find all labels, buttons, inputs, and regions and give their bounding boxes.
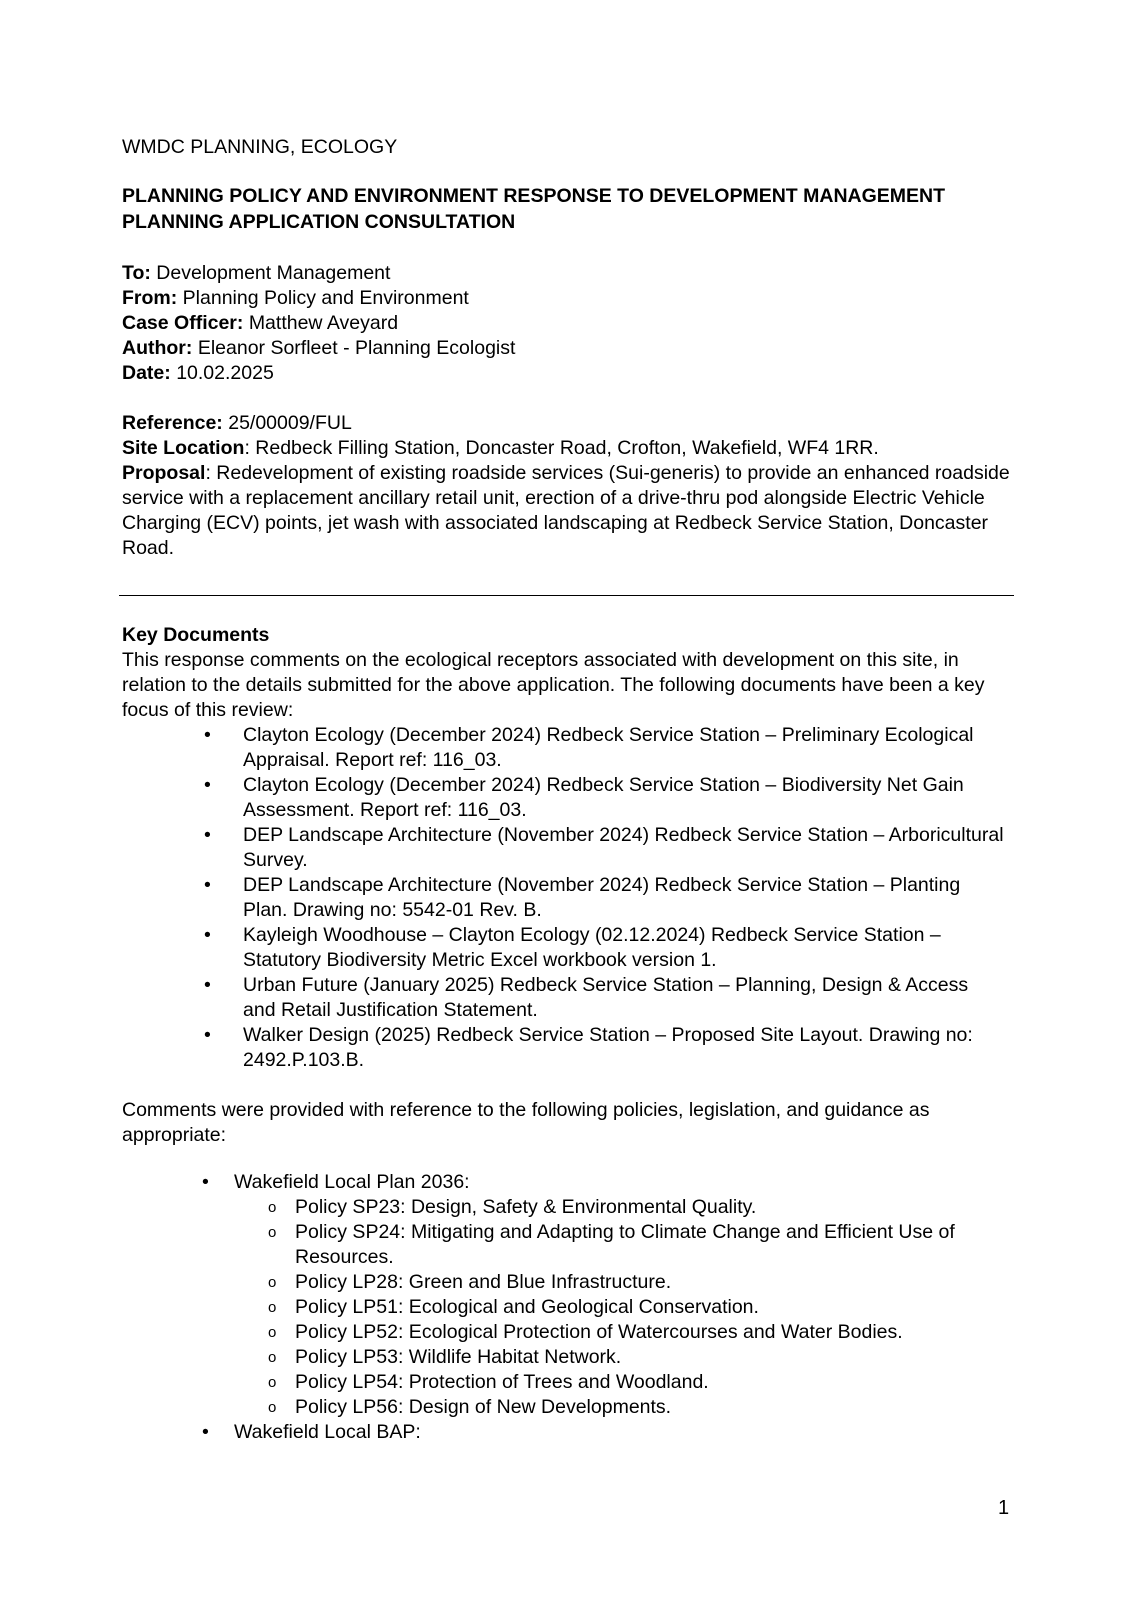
list-item [122,823,1012,873]
memo-details [122,261,1017,386]
list-item-local-bap [122,1420,1012,1445]
list-item-text: Policy LP53: Wildlife Habitat Network. [295,1346,622,1368]
list-item [122,973,1012,1023]
author-value: Eleanor Sorfleet - Planning Ecologist [197,337,516,359]
circle-bullet-icon: o [268,1299,277,1316]
list-item-text: Policy SP23: Design, Safety & Environmental Quality. [295,1196,757,1218]
list-item [122,873,1012,923]
author-row [122,336,1017,361]
bullet-icon: • [204,1024,211,1046]
list-item-local-plan [122,1170,1012,1420]
list-item [234,1370,1012,1395]
bullet-icon: • [204,824,211,846]
circle-bullet-icon: o [268,1274,277,1291]
site-location-label: Site Location [122,437,245,459]
circle-bullet-icon: o [268,1324,277,1341]
site-location-row [122,436,1017,461]
list-item [234,1345,1012,1370]
key-documents-list [122,723,1012,1073]
key-documents-intro: This response comments on the ecological receptors associated with development on this site, in relation to the details submitted for the above application. The following documents have been a key focus of this review: [122,649,985,721]
from-label: From: [122,287,178,309]
reference-value: 25/00009/FUL [228,412,352,434]
bullet-icon: • [204,724,211,746]
list-item [122,723,1012,773]
local-plan-label: Wakefield Local Plan 2036: [234,1171,470,1193]
case-officer-row [122,311,1017,336]
author-label: Author: [122,337,193,359]
organisation-line: WMDC PLANNING, ECOLOGY [122,136,398,158]
proposal-label: Proposal [122,462,206,484]
horizontal-divider [119,595,1014,596]
list-item-text: Policy LP51: Ecological and Geological Conservation. [295,1296,759,1318]
bullet-icon: • [204,774,211,796]
policies-intro: Comments were provided with reference to the following policies, legislation, and guidance as appropriate: [122,1099,930,1146]
document-title [122,183,1017,235]
document-header [122,135,1017,561]
title-line-1: PLANNING POLICY AND ENVIRONMENT RESPONSE TO DEVELOPMENT MANAGEMENT [122,185,946,207]
circle-bullet-icon: o [268,1374,277,1391]
list-item-text: Clayton Ecology (December 2024) Redbeck Service Station – Preliminary Ecological Appraisal. Report ref: 116_03. [243,724,974,771]
case-officer-value: Matthew Aveyard [248,312,399,334]
list-item [234,1220,1012,1270]
circle-bullet-icon: o [268,1224,277,1241]
bullet-icon: • [202,1421,209,1443]
policies-list [122,1170,1012,1445]
key-documents-section [122,623,1012,1445]
list-item-text: Policy LP52: Ecological Protection of Watercourses and Water Bodies. [295,1321,903,1343]
proposal-row [122,461,1017,561]
date-value: 10.02.2025 [176,362,274,384]
bullet-icon: • [202,1171,209,1193]
local-plan-policies [234,1195,1012,1420]
case-officer-label: Case Officer: [122,312,244,334]
list-item [122,1023,1012,1073]
list-item-text: Walker Design (2025) Redbeck Service Station – Proposed Site Layout. Drawing no: 2492.P.103.B. [243,1024,973,1071]
list-item-text: DEP Landscape Architecture (November 2024) Redbeck Service Station – Arboricultural Survey. [243,824,1004,871]
list-item-text: Clayton Ecology (December 2024) Redbeck Service Station – Biodiversity Net Gain Assessment. Report ref: 116_03. [243,774,964,821]
application-details [122,411,1017,561]
page-number: 1 [998,1497,1010,1519]
to-row [122,261,1017,286]
circle-bullet-icon: o [268,1349,277,1366]
from-row [122,286,1017,311]
bullet-icon: • [204,924,211,946]
circle-bullet-icon: o [268,1199,277,1216]
list-item [234,1195,1012,1220]
list-item [122,923,1012,973]
proposal-value: : Redevelopment of existing roadside services (Sui-generis) to provide an enhanced roadside service with a replacement ancillary retail unit, erection of a drive-thru pod alongside Electric Vehicle Charging (ECV) points, jet wash with associated landscaping at Redbeck Service Station, Doncaster Road. [122,462,1010,559]
to-value: Development Management [156,262,391,284]
circle-bullet-icon: o [268,1399,277,1416]
from-value: Planning Policy and Environment [182,287,469,309]
list-item-text: Kayleigh Woodhouse – Clayton Ecology (02.12.2024) Redbeck Service Station – Statutory Biodiversity Metric Excel workbook version 1. [243,924,941,971]
list-item-text: DEP Landscape Architecture (November 2024) Redbeck Service Station – Planting Plan. Drawing no: 5542-01 Rev. B. [243,874,961,921]
list-item [122,773,1012,823]
list-item [234,1395,1012,1420]
list-item [234,1320,1012,1345]
list-item-text: Policy LP28: Green and Blue Infrastructure. [295,1271,672,1293]
list-item-text: Policy SP24: Mitigating and Adapting to Climate Change and Efficient Use of Resources. [295,1221,955,1268]
title-line-2: PLANNING APPLICATION CONSULTATION [122,211,516,233]
date-row [122,361,1017,386]
local-bap-label: Wakefield Local BAP: [234,1421,421,1443]
list-item-text: Policy LP56: Design of New Developments. [295,1396,672,1418]
bullet-icon: • [204,874,211,896]
list-item [234,1270,1012,1295]
key-documents-heading: Key Documents [122,624,270,646]
bullet-icon: • [204,974,211,996]
date-label: Date: [122,362,171,384]
list-item-text: Policy LP54: Protection of Trees and Woodland. [295,1371,709,1393]
list-item-text: Urban Future (January 2025) Redbeck Service Station – Planning, Design & Access and Retail Justification Statement. [243,974,969,1021]
to-label: To: [122,262,151,284]
reference-label: Reference: [122,412,223,434]
reference-row [122,411,1017,436]
list-item [234,1295,1012,1320]
site-location-value: : Redbeck Filling Station, Doncaster Road, Crofton, Wakefield, WF4 1RR. [244,437,879,459]
